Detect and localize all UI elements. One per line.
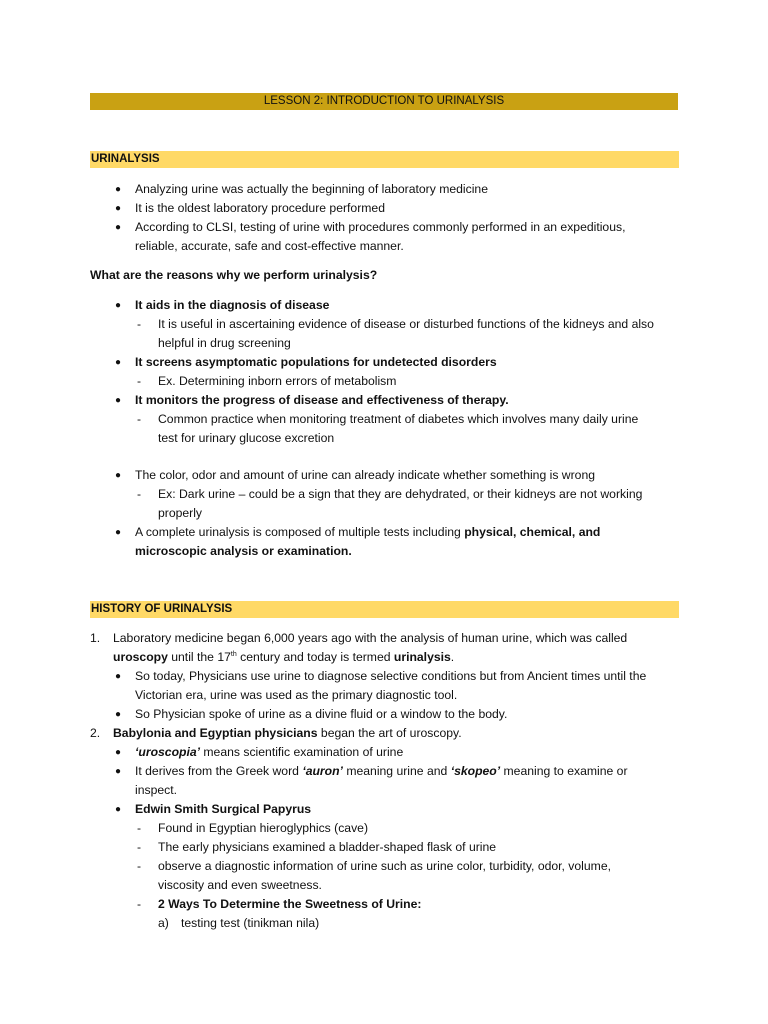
text-run: meaning to examine or <box>500 764 628 778</box>
dash-icon: - <box>137 412 142 426</box>
bold-italic-text-run: ‘skopeo’ <box>450 764 501 778</box>
bullet-icon: ● <box>115 671 122 682</box>
reason-item: It monitors the progress of disease and effectiveness of therapy. <box>135 393 509 407</box>
bold-text-run: uroscopy <box>113 650 168 664</box>
bullet-icon: ● <box>115 470 122 481</box>
bullet-icon: ● <box>115 804 122 815</box>
reason-item: It aids in the diagnosis of disease <box>135 298 330 312</box>
list-item <box>135 523 600 542</box>
list-item <box>135 762 628 781</box>
bullet-icon: ● <box>115 709 122 720</box>
list-item <box>135 743 403 762</box>
list-detail: Found in Egyptian hieroglyphics (cave) <box>158 821 369 835</box>
bullet-icon: ● <box>115 527 122 538</box>
bullet-icon: ● <box>115 395 122 406</box>
reason-detail: It is useful in ascertaining evidence of disease or disturbed functions of the kidneys and also <box>158 317 654 331</box>
superscript: th <box>230 650 237 658</box>
text-run: meaning urine and <box>342 764 451 778</box>
reason-detail: Ex. Determining inborn errors of metabolism <box>158 374 397 388</box>
text-run: century and today is termed <box>236 650 394 664</box>
reason-detail: Common practice when monitoring treatment of diabetes which involves many daily urine <box>158 412 639 426</box>
reason-item: It screens asymptomatic populations for undetected disorders <box>135 355 497 369</box>
sub-list-item: testing test (tinikman nila) <box>181 916 320 930</box>
reason-detail-continuation: helpful in drug screening <box>158 336 291 350</box>
list-item: According to CLSI, testing of urine with procedures commonly performed in an expeditious, <box>135 220 626 234</box>
list-item: It is the oldest laboratory procedure performed <box>135 201 385 215</box>
bullet-icon: ● <box>115 357 122 368</box>
dash-icon: - <box>137 821 142 835</box>
list-detail: observe a diagnostic information of urine such as urine color, turbidity, odor, volume, <box>158 859 611 873</box>
numbered-item: Laboratory medicine began 6,000 years ago with the analysis of human urine, which was called <box>113 631 628 645</box>
list-detail-continuation: properly <box>158 506 203 520</box>
list-item: The color, odor and amount of urine can already indicate whether something is wrong <box>135 468 596 482</box>
section-heading-history: HISTORY OF URINALYSIS <box>90 601 679 618</box>
bullet-icon: ● <box>115 222 122 233</box>
dash-icon: - <box>137 317 142 331</box>
dash-icon: - <box>137 859 142 873</box>
dash-icon: - <box>137 487 142 501</box>
sub-list-label: a) <box>158 916 169 930</box>
list-detail-continuation: viscosity and even sweetness. <box>158 878 322 892</box>
text-run: A complete urinalysis is composed of multiple tests including <box>135 525 465 539</box>
bold-text-run: Babylonia and Egyptian physicians <box>113 726 318 740</box>
text-run: means scientific examination of urine <box>200 745 404 759</box>
list-item: Analyzing urine was actually the beginning of laboratory medicine <box>135 182 488 196</box>
list-detail: Ex: Dark urine – could be a sign that they are dehydrated, or their kidneys are not working <box>158 487 643 501</box>
bold-text-run: urinalysis <box>393 650 451 664</box>
list-item-continuation: Victorian era, urine was used as the primary diagnostic tool. <box>135 688 458 702</box>
question-heading: What are the reasons why we perform urinalysis? <box>90 268 378 282</box>
bold-italic-text-run: ‘auron’ <box>302 764 343 778</box>
dash-icon: - <box>137 840 142 854</box>
numbered-item <box>113 724 462 743</box>
reason-detail-continuation: test for urinary glucose excretion <box>158 431 335 445</box>
list-detail: The early physicians examined a bladder-shaped flask of urine <box>158 840 497 854</box>
list-item-continuation: microscopic analysis or examination. <box>135 544 352 558</box>
text-run: until the 17 <box>167 650 231 664</box>
bold-italic-text-run: ‘uroscopia’ <box>135 745 201 759</box>
numbered-item-continuation <box>113 648 454 667</box>
list-item: Edwin Smith Surgical Papyrus <box>135 802 312 816</box>
dash-icon: - <box>137 897 142 911</box>
list-item-continuation: reliable, accurate, safe and cost-effective manner. <box>135 239 404 253</box>
bullet-icon: ● <box>115 766 122 777</box>
text-run: . <box>450 650 455 664</box>
list-item: So today, Physicians use urine to diagnose selective conditions but from Ancient times until the <box>135 669 647 683</box>
text-run: It derives from the Greek word <box>135 764 303 778</box>
bullet-icon: ● <box>115 747 122 758</box>
list-number: 1. <box>90 631 101 645</box>
list-item-continuation: inspect. <box>135 783 178 797</box>
section-heading-urinalysis: URINALYSIS <box>90 151 679 168</box>
bold-text-run: physical, chemical, and <box>464 525 601 539</box>
list-item: So Physician spoke of urine as a divine fluid or a window to the body. <box>135 707 508 721</box>
list-number: 2. <box>90 726 101 740</box>
bullet-icon: ● <box>115 184 122 195</box>
lesson-title: LESSON 2: INTRODUCTION TO URINALYSIS <box>90 93 678 110</box>
dash-icon: - <box>137 374 142 388</box>
text-run: began the art of uroscopy. <box>317 726 462 740</box>
bullet-icon: ● <box>115 203 122 214</box>
list-detail: 2 Ways To Determine the Sweetness of Urine: <box>158 897 422 911</box>
bullet-icon: ● <box>115 300 122 311</box>
